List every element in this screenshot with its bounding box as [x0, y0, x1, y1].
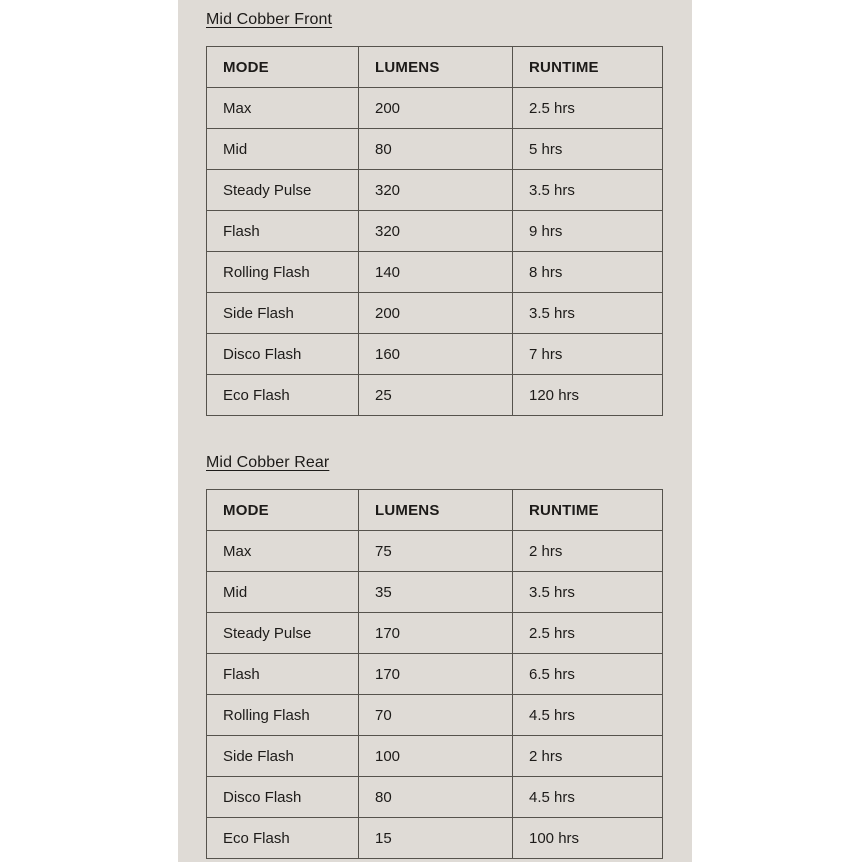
mode-cell: Max: [207, 531, 359, 572]
table-row: [207, 777, 663, 818]
runtime-cell: 6.5 hrs: [513, 654, 663, 695]
mode-cell: Side Flash: [207, 736, 359, 777]
column-header: RUNTIME: [513, 47, 663, 88]
table-row: [207, 293, 663, 334]
mode-cell: Eco Flash: [207, 818, 359, 859]
column-header: MODE: [207, 47, 359, 88]
column-header: LUMENS: [359, 47, 513, 88]
spec-table: [206, 489, 663, 859]
mode-cell: Flash: [207, 654, 359, 695]
column-header: LUMENS: [359, 490, 513, 531]
lumens-cell: 80: [359, 129, 513, 170]
mode-cell: Mid: [207, 572, 359, 613]
mode-cell: Disco Flash: [207, 334, 359, 375]
table-row: [207, 654, 663, 695]
lumens-cell: 200: [359, 88, 513, 129]
table-title: Mid Cobber Front: [206, 11, 333, 28]
lumens-cell: 100: [359, 736, 513, 777]
spec-table: [206, 46, 663, 416]
lumens-cell: 70: [359, 695, 513, 736]
runtime-cell: 3.5 hrs: [513, 572, 663, 613]
table-row: [207, 129, 663, 170]
table-section: [206, 11, 664, 416]
mode-cell: Flash: [207, 211, 359, 252]
lumens-cell: 170: [359, 613, 513, 654]
lumens-cell: 140: [359, 252, 513, 293]
mode-cell: Rolling Flash: [207, 695, 359, 736]
mode-cell: Max: [207, 88, 359, 129]
table-title: Mid Cobber Rear: [206, 454, 330, 471]
runtime-cell: 120 hrs: [513, 375, 663, 416]
table-row: [207, 572, 663, 613]
runtime-cell: 2 hrs: [513, 531, 663, 572]
lumens-cell: 200: [359, 293, 513, 334]
runtime-cell: 3.5 hrs: [513, 170, 663, 211]
header-row: [207, 490, 663, 531]
runtime-cell: 2.5 hrs: [513, 88, 663, 129]
table-row: [207, 211, 663, 252]
runtime-cell: 100 hrs: [513, 818, 663, 859]
mode-cell: Side Flash: [207, 293, 359, 334]
lumens-cell: 80: [359, 777, 513, 818]
table-row: [207, 252, 663, 293]
mode-cell: Steady Pulse: [207, 170, 359, 211]
mode-cell: Eco Flash: [207, 375, 359, 416]
runtime-cell: 7 hrs: [513, 334, 663, 375]
lumens-cell: 25: [359, 375, 513, 416]
table-section: [206, 454, 664, 859]
runtime-cell: 9 hrs: [513, 211, 663, 252]
mode-cell: Disco Flash: [207, 777, 359, 818]
content-panel: [178, 0, 692, 862]
table-row: [207, 531, 663, 572]
table-row: [207, 818, 663, 859]
runtime-cell: 8 hrs: [513, 252, 663, 293]
lumens-cell: 170: [359, 654, 513, 695]
table-row: [207, 613, 663, 654]
mode-cell: Steady Pulse: [207, 613, 359, 654]
table-row: [207, 170, 663, 211]
runtime-cell: 5 hrs: [513, 129, 663, 170]
table-row: [207, 375, 663, 416]
lumens-cell: 75: [359, 531, 513, 572]
header-row: [207, 47, 663, 88]
runtime-cell: 3.5 hrs: [513, 293, 663, 334]
lumens-cell: 35: [359, 572, 513, 613]
column-header: RUNTIME: [513, 490, 663, 531]
lumens-cell: 320: [359, 170, 513, 211]
column-header: MODE: [207, 490, 359, 531]
lumens-cell: 320: [359, 211, 513, 252]
runtime-cell: 2.5 hrs: [513, 613, 663, 654]
runtime-cell: 4.5 hrs: [513, 695, 663, 736]
table-row: [207, 695, 663, 736]
lumens-cell: 15: [359, 818, 513, 859]
runtime-cell: 2 hrs: [513, 736, 663, 777]
table-row: [207, 88, 663, 129]
mode-cell: Rolling Flash: [207, 252, 359, 293]
lumens-cell: 160: [359, 334, 513, 375]
table-row: [207, 334, 663, 375]
table-row: [207, 736, 663, 777]
mode-cell: Mid: [207, 129, 359, 170]
runtime-cell: 4.5 hrs: [513, 777, 663, 818]
